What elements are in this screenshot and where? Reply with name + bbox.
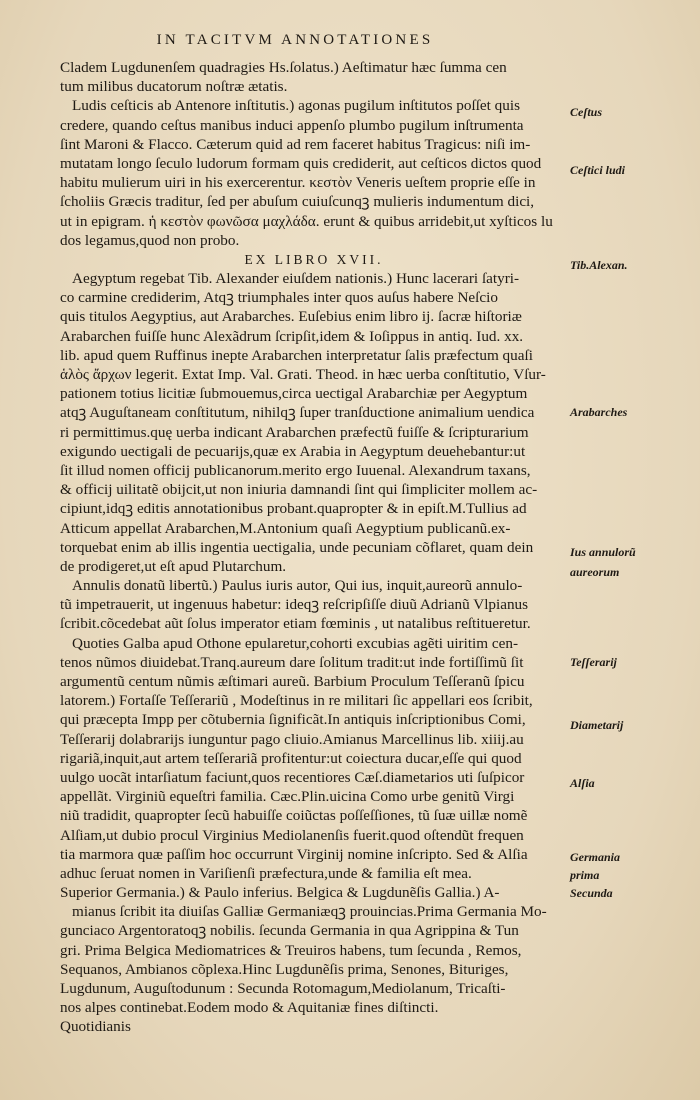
text-line: Teſſerarij dolabrarijs iunguntur pago cliuio.Amianus Marcellinus lib. xiiij.au (60, 730, 524, 748)
text-line: lib. apud quem Ruffinus inepte Arabarchen interpretatur ſalis præfectum quaſi (60, 346, 533, 364)
text-line: atqꝫ Auguſtaneam conſtitutum, nihilqꝫ ſuper tranſductione animalium uendica (60, 404, 535, 422)
text-line: Quotidianis (60, 1018, 131, 1036)
marginal-note: Germania (570, 850, 621, 864)
catchword (60, 1037, 568, 1056)
text-line: appellãt. Virginiũ equeſtri familia. Cæc.Plin.uicina Como urbe genitũ Virgi (60, 788, 515, 806)
text-line: rigariã,inquit,aut artem teſſerariã profitentur:ut coiectura ducar,eſſe qui quod (60, 749, 522, 767)
text-line: ἁλὸς ἄρχων legerit. Extat Imp. Val. Grati. Theod. in hæc uerba conſtitutio, Vſur- (60, 366, 546, 383)
text-line: Alſiam,ut dubio procul Virginius Mediolanenſis fuerit.quod oſtendũt frequen (60, 826, 524, 844)
marginal-note: aureorum (570, 565, 620, 579)
text-line: mutatam longo ſeculo ludorum formam quis crediderit, aut ceſticos dictos quod (60, 154, 542, 172)
text-line: tenos nũmos diuidebat.Tranq.aureum dare ſolitum tradit:ut inde fortiſſimũ ſit (60, 653, 524, 671)
marginal-note: Teſſerarij (570, 655, 617, 669)
running-head: IN TACITVM ANNOTATIONES (156, 32, 434, 48)
text-line: Atticum appellat Arabarchen,M.Antonium quaſi Aegyptium publicanũ.ex- (60, 519, 511, 537)
text-line: co carmine crediderim, Atqꝫ triumphales inter quos auſus habere Neſcio (60, 289, 498, 307)
text-line: cipiunt,idqꝫ editis annotationibus probant.quapropter & in epiſt.M.Tullius ad (60, 500, 527, 518)
text-line: Superior Germania.) & Paulo inferius. Belgica & Lugdunẽſis Gallia.) A- (60, 884, 500, 902)
text-line: & officij uilitatẽ obijcit,ut non iniuria damnandi ſint qui ſimpliciter mollem ac- (60, 481, 538, 499)
text-line: habitu mulierum uiri in his exercerentur. κεστὸν Veneris ueſtem proprie eſſe in (60, 174, 536, 192)
marginal-note: Arabarches (570, 405, 628, 419)
text-line: Sequanos, Ambianos cõplexa.Hinc Lugdunẽſis prima, Senones, Bituriges, (60, 960, 509, 978)
text-line: adhuc ſeruat nomen in Variſienſi præfectura,unde & familia eſt mea. (60, 864, 472, 882)
marginal-note: Ceſtus (570, 105, 603, 119)
text-line: ri permittimus.quę uerba indicant Arabarchen præfectũ fuiſſe & ſcripturarium (60, 423, 529, 441)
text-line: uulgo uocãt intarſiatum faciunt,quos recentiores Cæſ.diametarios uti ſuſpicor (60, 768, 525, 786)
text-line: Aegyptum regebat Tib. Alexander eiuſdem nationis.) Hunc lacerari ſatyri- (72, 270, 520, 288)
text-line: niũ tradidit, quapropter ſecũ habuiſſe coiũctas poſſeſſiones, tũ ſuæ uillæ nomẽ (60, 807, 528, 825)
marginal-note: Secunda (570, 886, 613, 900)
text-line: de prodigeret,ut eſt apud Plutarchum. (60, 557, 287, 575)
text-line: ſint Maroni & Flacco. Cæterum quid ad rem faceret habitus Tragicus: niſi im- (60, 135, 531, 153)
text-line: ut in epigram. ἡ κεστὸν φωνῶσα μαχλάδα. erunt & quibus arridebit,ut xyſticos lu (60, 212, 553, 230)
marginal-note: Alſia (570, 776, 595, 790)
text-line: torquebat enim ab illis ingentia uectigalia, unde pecuniam cõflaret, quam dein (60, 538, 534, 556)
text-block (60, 58, 568, 1056)
text-line: nos alpes continebat.Eodem modo & Aquitaniæ fines diſtincti. (60, 999, 439, 1017)
marginal-note: Ceſtici ludi (570, 163, 625, 177)
text-line: quis titulos Aegyptius, aut Arabarches. Euſebius enim libro ij. ſacræ hiſtoriæ (60, 308, 522, 326)
text-line: ſit illud nomen officij publicanorum.merito ergo Iuuenal. Alexandrum taxans, (60, 461, 531, 479)
text-line: Lugdunum, Auguſtodunum : Secunda Rotomagum,Mediolanum, Tricaſti- (60, 980, 506, 997)
text-line: qui præcepta Impp per cõtubernia ſignificãt.In antiquis inſcriptionibus Comi, (60, 711, 526, 729)
text-line: Arabarchen fuiſſe hunc Alexãdrum ſcripſit,idem & Ioſippus in antiq. Iud. xx. (60, 327, 524, 345)
marginal-note: Ius annulorũ (570, 545, 636, 559)
text-line: latorem.) Fortaſſe Teſſerariũ , Modeſtinus in re militari ſic appellari eos ſcribit, (60, 692, 533, 710)
text-line: gri. Prima Belgica Mediomatrices & Treuiros habens, tum ſecunda , Remos, (60, 941, 522, 959)
text-line: gunciaco Argentoratoqꝫ nobilis. ſecunda Germania in qua Agrippina & Tun (60, 922, 519, 940)
text-line: Cladem Lugdunenſem quadragies Hs.ſolatus.) Aeſtimatur hæc ſumma cen (60, 59, 507, 76)
text-line: exigundo uectigali de pecuarijs,quæ ex Arabia in Aegyptum deuehebantur:ut (60, 442, 526, 460)
marginal-note: prima (570, 868, 600, 882)
text-line: mianus ſcribit ita diuiſas Galliæ Germaniæqꝫ prouincias.Prima Germania Mo- (72, 903, 547, 921)
text-line: argumentũ centum nũmis æſtimari aureũ. Barbium Proculum Teſſeranũ ſpicu (60, 673, 525, 690)
text-line: Annulis donatũ libertũ.) Paulus iuris autor, Qui ius, inquit,aureorũ annulo- (72, 577, 523, 595)
text-line: tia marmora quæ paſſim hoc occurrunt Virginij nomine inſcripto. Sed & Alſia (60, 845, 528, 863)
text-line: ſcribit.cõcedebat aũt ſolus imperator etiam fœminis , ut natalibus reſtitueretur. (60, 615, 531, 633)
text-line: ſcholiis Græcis traditur, ſed per abuſum cuiuſcunqꝫ mulieris indumentum dici, (60, 193, 535, 211)
text-line: Quoties Galba apud Othone epularetur,cohorti excubias agẽti uiritim cen- (72, 634, 519, 652)
text-line: tũ impetrauerit, ut ingenuus habetur: ideqꝫ reſcripſiſſe diuũ Adrianũ Vlpianus (60, 596, 529, 614)
section-heading: EX LIBRO XVII. (244, 251, 384, 267)
text-line: tum milibus ducatorum noſtræ ætatis. (60, 78, 288, 96)
text-line: credere, quando ceſtus manibus induci appenſo plumbo pugilum inſtrumenta (60, 116, 524, 134)
text-line: pationem totius licitiæ ſubmouemus,circa uectigal Arabarchiæ per Aegyptum (60, 385, 528, 403)
text-line: Ludis ceſticis ab Antenore inſtitutis.) agonas pugilum inſtitutos poſſet quis (72, 97, 520, 115)
text-line: dos legamus,quod non probo. (60, 231, 240, 249)
marginal-note: Diametarij (570, 718, 624, 732)
marginal-note: Tib.Alexan. (570, 258, 628, 272)
